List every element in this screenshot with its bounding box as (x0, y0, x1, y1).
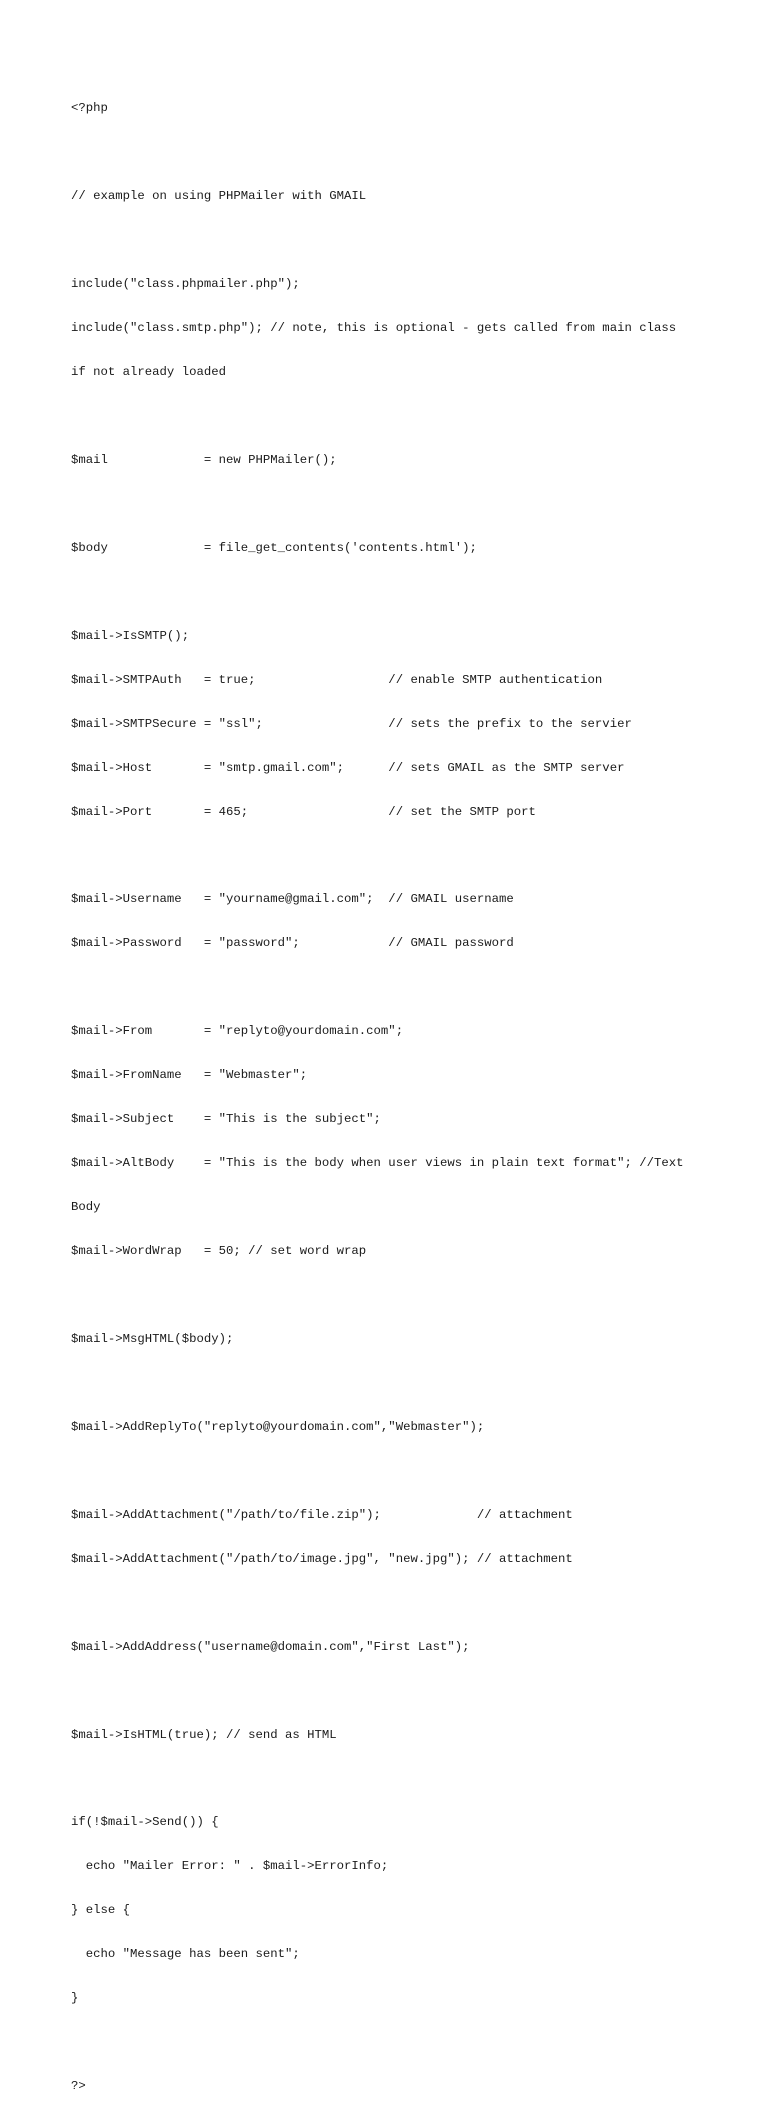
code-line: if(!$mail->Send()) { (71, 1815, 219, 1830)
code-line (71, 145, 684, 160)
code-line (71, 2035, 684, 2050)
code-line: if not already loaded (71, 365, 226, 380)
code-line: $mail->AddAttachment("/path/to/file.zip"); // attachment (71, 1507, 573, 1522)
code-line: echo "Message has been sent"; (71, 1947, 300, 1962)
code-line: <?php (71, 101, 108, 116)
code-line: // example on using PHPMailer with GMAIL (71, 189, 367, 204)
code-line: $mail->MsgHTML($body); (71, 1332, 234, 1346)
code-line: $mail->IsHTML(true); // send as HTML (71, 1727, 337, 1742)
code-line (71, 1288, 684, 1303)
php-code-block (71, 72, 684, 2123)
code-line: $mail->Username = "yourname@gmail.com"; // GMAIL username (71, 892, 514, 907)
code-line: include("class.phpmailer.php"); (71, 277, 300, 292)
code-line: $mail->AddAddress("username@domain.com","First Last"); (71, 1639, 470, 1654)
code-line (71, 497, 684, 512)
code-line: } else { (71, 1903, 131, 1918)
code-line: echo "Mailer Error: " . $mail->ErrorInfo; (71, 1859, 389, 1874)
code-line: } (71, 1991, 79, 2006)
code-line (71, 1376, 684, 1391)
code-line: $mail->Port = 465; // set the SMTP port (71, 804, 536, 819)
code-line (71, 585, 684, 600)
code-line: $mail->From = "replyto@yourdomain.com"; (71, 1024, 404, 1039)
code-line: $mail->WordWrap = 50; // set word wrap (71, 1244, 367, 1259)
code-line (71, 1772, 684, 1787)
code-line: $mail->FromName = "Webmaster"; (71, 1068, 308, 1083)
code-line: $mail->AddAttachment("/path/to/image.jpg", "new.jpg"); // attachment (71, 1551, 573, 1566)
code-line (71, 980, 684, 995)
code-line: $mail->Subject = "This is the subject"; (71, 1112, 381, 1127)
code-line (71, 409, 684, 424)
code-line: $mail = new PHPMailer(); (71, 452, 337, 467)
code-line: $mail->IsSMTP(); (71, 628, 190, 643)
code-line (71, 849, 684, 864)
code-line: $mail->AltBody = "This is the body when user views in plain text format"; //Text (71, 1156, 684, 1171)
code-line: $mail->SMTPSecure = "ssl"; // sets the prefix to the servier (71, 716, 632, 731)
code-line (71, 1596, 684, 1611)
code-line (71, 1684, 684, 1699)
code-line: include("class.smtp.php"); // note, this is optional - gets called from main class (71, 321, 677, 336)
code-line (71, 1464, 684, 1479)
code-line: $mail->SMTPAuth = true; // enable SMTP authentication (71, 672, 603, 687)
code-line: ?> (71, 2079, 86, 2094)
code-line (71, 233, 684, 248)
code-line: $mail->Password = "password"; // GMAIL password (71, 936, 514, 951)
code-line: $mail->Host = "smtp.gmail.com"; // sets GMAIL as the SMTP server (71, 760, 625, 775)
code-line: $mail->AddReplyTo("replyto@yourdomain.com","Webmaster"); (71, 1419, 485, 1434)
code-line: Body (71, 1200, 101, 1215)
code-line: $body = file_get_contents('contents.html'); (71, 540, 477, 555)
